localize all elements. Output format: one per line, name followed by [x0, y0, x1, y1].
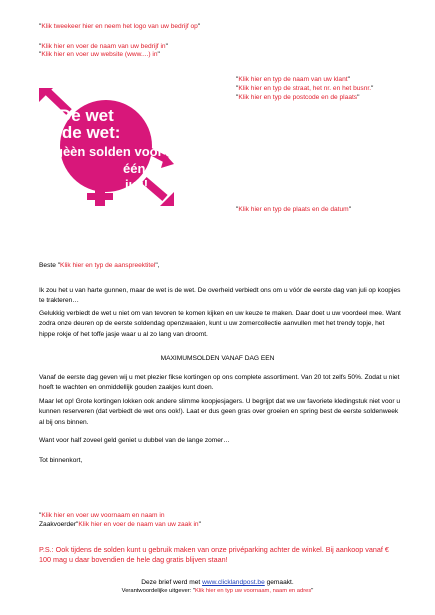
signature-role-label: Zaakvoerder	[39, 521, 77, 528]
recipient-street-placeholder[interactable]: "Klik hier en typ de straat, het nr. en het busnr."	[236, 85, 374, 92]
footer-responsible-placeholder[interactable]: Klik hier en typ uw voornaam, naam en adres	[194, 588, 312, 594]
signature-name-text: Klik hier en voer uw voornaam en naam in	[41, 512, 165, 519]
recipient-postcode-text: Klik hier en typ de postcode en de plaats	[238, 94, 358, 101]
signature-shop-placeholder[interactable]: Klik hier en voer de naam van uw zaak in	[78, 521, 199, 528]
logo-line-5: juli!	[125, 177, 149, 192]
company-website-text: Klik hier en voer uw website (www....) in	[41, 51, 158, 58]
body-paragraph-4: Maar let op! Grote kortingen lokken ook andere slimme koopjesjagers. U begrijpt dat we uw favoriete kledingstuk niet voor u kunnen reserveren (dat verbiedt de wet ons ook!). Laat er dus geen gras over groeien en spring best de eerste soldenweek al bij ons binnen.	[39, 398, 401, 426]
salutation-suffix: ,	[157, 262, 160, 269]
company-name-placeholder[interactable]: "Klik hier en voer de naam van uw bedrijf in"	[39, 43, 168, 50]
place-date-text: Klik hier en typ de plaats en de datum	[238, 206, 349, 213]
salutation-prefix: Beste	[39, 262, 58, 269]
footer-suffix: gemaakt.	[264, 579, 294, 586]
signature-name-placeholder[interactable]: "Klik hier en voer uw voornaam en naam in	[39, 512, 165, 519]
salutation-contact-placeholder[interactable]: Klik hier en typ de aanspreektitel	[60, 262, 156, 269]
logo-line-3: gèèn solden voor	[55, 144, 163, 159]
footer-responsible-label: Verantwoordelijke uitgever:	[121, 588, 193, 594]
body-paragraph-1: Ik zou het u van harte gunnen, maar de wet is de wet. De overheid verbiedt ons om u vóór de eerste dag van juli op koopjes te trakteren…	[39, 287, 401, 305]
footer-prefix: Deze brief werd met	[141, 579, 203, 586]
body-paragraph-2: Gelukkig verbiedt de wet u niet om van tevoren te komen kijken en uw keuze te maken. Daar doet u uw voordeel mee. Want zodra onze deuren op de eerste soldendag openzwaaien, kunt u uw zomercollectie aanvullen met het trendy topje, het hippe rokje of het toffe jasje waar u al zo lang van droomt.	[39, 310, 401, 338]
logo-line-1: De wet	[59, 106, 114, 125]
logo-placeholder[interactable]: "Klik tweekeer hier en neem het logo van uw bedrijf op"	[39, 23, 201, 30]
salutation: Beste "Klik hier en typ de aanspreektitel",	[39, 262, 160, 269]
footer-link[interactable]: www.clicklandpost.be	[202, 579, 265, 586]
recipient-name-placeholder[interactable]: "Klik hier en typ de naam van uw klant"	[236, 76, 350, 83]
footer-line	[0, 579, 435, 586]
body-paragraph-3: Vanaf de eerste dag geven wij u met plezier fikse kortingen op ons complete assortiment. Van 20 tot zelfs 50%. Zodat u niet hoeft te wachten en onmiddellijk gouden zaakjes kunt doen.	[39, 374, 400, 392]
place-date-placeholder[interactable]: "Klik hier en typ de plaats en de datum"	[236, 206, 352, 213]
recipient-name-text: Klik hier en typ de naam van uw klant	[238, 76, 348, 83]
signature-role: Zaakvoerder"Klik hier en voer de naam van uw zaak in"	[39, 521, 201, 528]
body-heading: MAXIMUMSOLDEN VANAF DAG EEN	[160, 355, 275, 362]
logo-line-4: één	[123, 161, 146, 176]
postscript: P.S.: Ook tijdens de solden kunt u gebruik maken van onze privéparking achter de winkel. Bij aankoop vanaf € 100 mag u daar bovendien de hele dag gratis blijven staan!	[39, 545, 389, 565]
closing-line: Tot binnenkort,	[39, 457, 83, 464]
footer-responsible: Verantwoordelijke uitgever: "Klik hier en typ uw voornaam, naam en adres"	[121, 588, 314, 594]
sale-logo-badge	[39, 88, 174, 206]
logo-placeholder-text: Klik tweekeer hier en neem het logo van uw bedrijf op	[41, 23, 198, 30]
recipient-street-text: Klik hier en typ de straat, het nr. en het busnr.	[238, 85, 372, 92]
recipient-postcode-placeholder[interactable]: "Klik hier en typ de postcode en de plaats"	[236, 94, 360, 101]
company-website-placeholder[interactable]: "Klik hier en voer uw website (www....) in"	[39, 51, 160, 58]
logo-line-2: is de wet:	[43, 123, 121, 142]
body-paragraph-5: Want voor half zoveel geld geniet u dubbel van de lange zomer…	[39, 437, 230, 444]
company-name-text: Klik hier en voer de naam van uw bedrijf in	[41, 43, 166, 50]
